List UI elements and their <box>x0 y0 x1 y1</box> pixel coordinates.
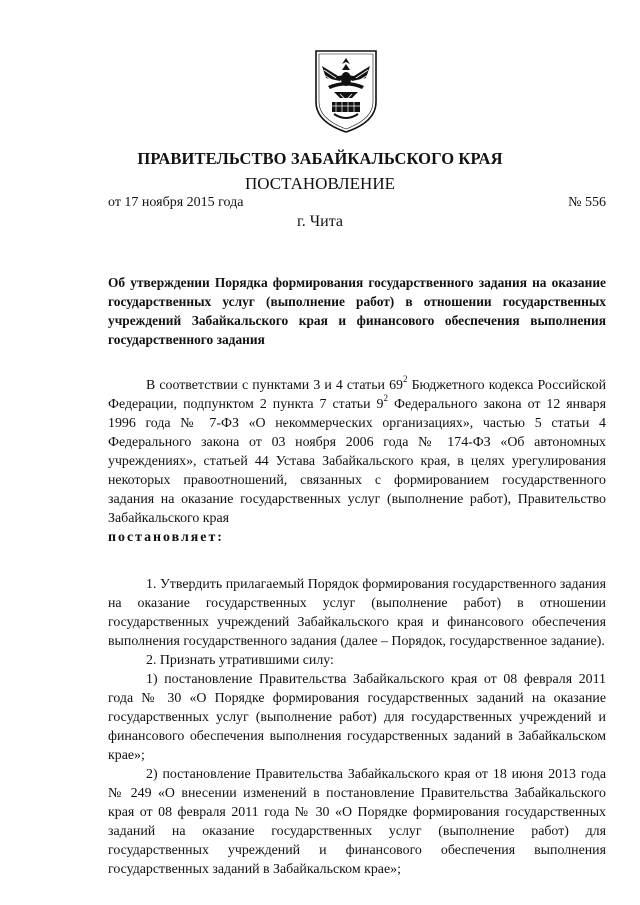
resolves-word: постановляет: <box>108 530 224 545</box>
preamble-superscript-1: 2 <box>402 374 408 385</box>
item-paragraph: 1. Утвердить прилагаемый Порядок формирования государственного задания на оказание государственных услуг (выполнение работ) в отношении государственных учреждений Забайкальского края и финансового обеспечения выполнения государственного задания (далее – Порядок, государственное задание). <box>108 577 606 649</box>
item-paragraph: 1) постановление Правительства Забайкальского края от 08 февраля 2011 года № 30 «О Порядке формирования государственных заданий на оказание государственных услуг (выполнение работ) для государственных учреждений и финансового обеспечения выполнения государственных заданий в Забайкальском крае»; <box>108 672 606 763</box>
coat-of-arms-emblem <box>312 48 380 134</box>
preamble-paragraph <box>108 376 606 528</box>
preamble-text-2: Бюджетного кодекса Российской Федерации, подпунктом 2 пункта 7 статьи 9 <box>108 378 606 412</box>
preamble-superscript-2: 2 <box>383 393 388 404</box>
section-gap <box>108 547 606 575</box>
resolves-paragraph <box>108 528 606 547</box>
document-date: от 17 ноября 2015 года <box>108 195 244 210</box>
item-paragraph: 2. Признать утратившими силу: <box>146 653 334 668</box>
document-number: № 556 <box>568 195 606 210</box>
preamble-text-3: Федерального закона от 12 января 1996 года № 7-ФЗ «О некоммерческих организациях», частью 5 статьи 4 Федерального закона от 03 ноября 2006 года № 174-ФЗ «Об автономных учреждениях», статьей 44 Устава Забайкальского края, в целях урегулирования некоторых правоотношений, связанных с формированием государственного задания на оказание государственных услуг (выполнение работ), Правительство Забайкальского края <box>108 397 606 526</box>
preamble-text-1: В соответствии с пунктами 3 и 4 статьи 69 <box>146 378 403 393</box>
document-title: Об утверждении Порядка формирования государственного задания на оказание государственных услуг (выполнение работ) в отношении государственных учреждений Забайкальского края и финансового обеспечения выполнения государственного задания <box>108 275 606 347</box>
organization-name: ПРАВИТЕЛЬСТВО ЗАБАЙКАЛЬСКОГО КРАЯ <box>137 149 503 168</box>
document-type: ПОСТАНОВЛЕНИЕ <box>244 174 395 193</box>
document-body <box>108 376 606 879</box>
document-city: г. Чита <box>296 213 343 230</box>
item-paragraph: 2) постановление Правительства Забайкальского края от 18 июня 2013 года № 249 «О внесении изменений в постановление Правительства Забайкальского края от 08 февраля 2011 года № 30 «О Порядке формирования государственных заданий на оказание государственных услуг (выполнение работ) для государственных учреждений и финансового обеспечения выполнения государственных заданий в Забайкальском крае»; <box>108 767 606 877</box>
